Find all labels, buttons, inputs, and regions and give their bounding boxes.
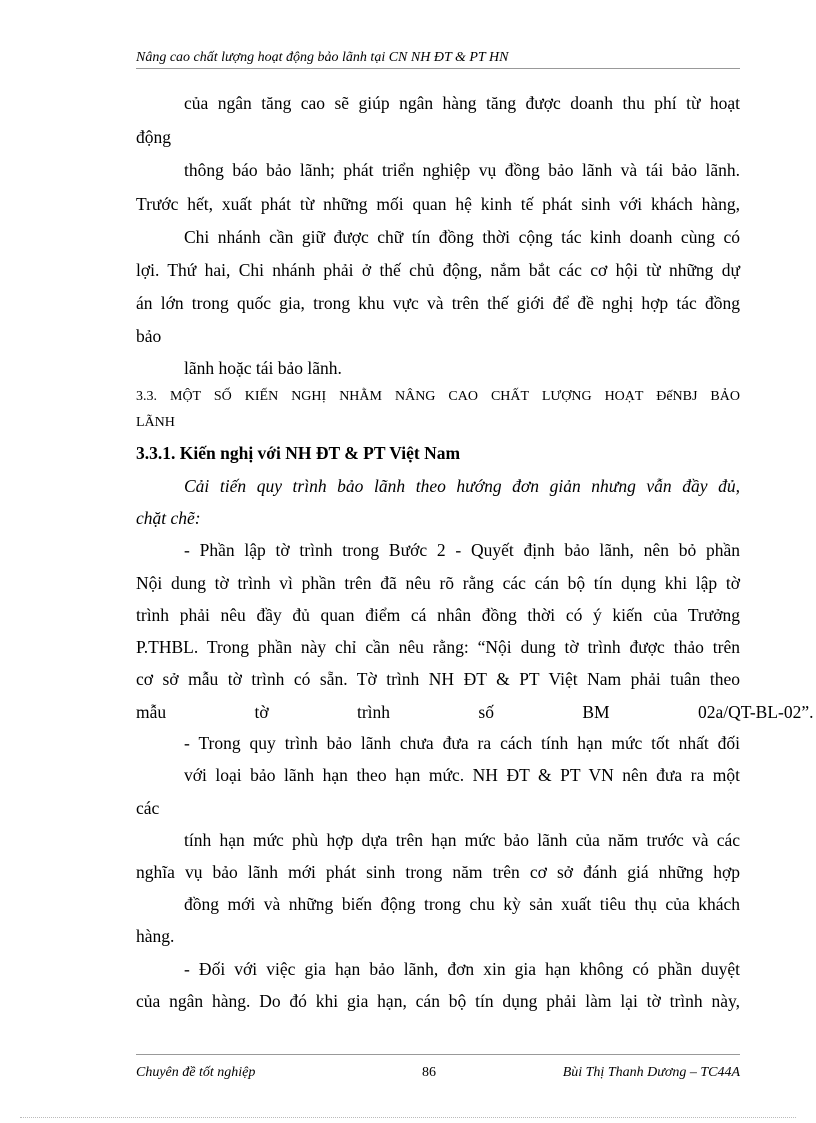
page-footer <box>136 1054 740 1081</box>
italic-lead: Cải tiến quy trình bảo lãnh theo hướng đơn giản nhưng vẫn đầy đủ, <box>184 476 740 496</box>
text-line: bảo <box>136 326 162 346</box>
bottom-divider <box>20 1117 796 1118</box>
italic-lead-cont: chặt chẽ: <box>136 508 201 528</box>
text-line: với loại bảo lãnh hạn theo hạn mức. NH ĐT & PT VN nên đưa ra một <box>184 765 740 785</box>
footer-author: Bùi Thị Thanh Dương – TC44A <box>562 1065 740 1080</box>
text-line: Chi nhánh cần giữ được chữ tín đồng thời cộng tác kinh doanh cùng có <box>184 227 740 247</box>
text-line: lãnh hoặc tái bảo lãnh. <box>184 358 342 378</box>
subsection-heading: 3.3.1. Kiến nghị với NH ĐT & PT Việt Nam <box>136 443 461 463</box>
text-line: lợi. Thứ hai, Chi nhánh phải ở thế chủ động, nắm bắt các cơ hội từ những dự <box>136 260 740 280</box>
text-line: P.THBL. Trong phần này chỉ cần nêu rằng: “Nội dung tờ trình được thảo trên <box>136 637 740 657</box>
text-line: tính hạn mức phù hợp dựa trên hạn mức bảo lãnh của năm trước và các <box>184 830 740 850</box>
text-line: - Phần lập tờ trình trong Bước 2 - Quyết định bảo lãnh, nên bỏ phần <box>184 540 740 560</box>
text-line: mẫu tờ trình số BM 02a/QT-BL-02”. <box>136 702 814 722</box>
page-number: 86 <box>422 1065 436 1080</box>
text-line: - Đối với việc gia hạn bảo lãnh, đơn xin gia hạn không có phần duyệt <box>184 959 740 979</box>
text-line: cơ sở mẫu tờ trình có sẵn. Tờ trình NH ĐT & PT Việt Nam phải tuân theo <box>136 669 740 689</box>
text-line: - Trong quy trình bảo lãnh chưa đưa ra cách tính hạn mức tốt nhất đối <box>184 733 740 753</box>
text-line: động <box>136 127 171 147</box>
text-line: của ngân hàng. Do đó khi gia hạn, cán bộ tín dụng phải làm lại tờ trình này, <box>136 991 740 1011</box>
section-heading-cont: LÃNH <box>136 415 175 430</box>
text-line: Trước hết, xuất phát từ những mối quan hệ kinh tế phát sinh với khách hàng, <box>136 194 740 214</box>
running-header: Nâng cao chất lượng hoạt động bảo lãnh tại CN NH ĐT & PT HN <box>136 50 740 69</box>
text-line: hàng. <box>136 926 175 946</box>
text-line: của ngân tăng cao sẽ giúp ngân hàng tăng được doanh thu phí từ hoạt <box>184 93 740 113</box>
text-line: nghĩa vụ bảo lãnh mới phát sinh trong năm trên cơ sở đánh giá những hợp <box>136 862 740 882</box>
text-line: đồng mới và những biến động trong chu kỳ sản xuất tiêu thụ của khách <box>184 894 740 914</box>
text-line: Nội dung tờ trình vì phần trên đã nêu rõ rằng các cán bộ tín dụng khi lập tờ <box>136 573 740 593</box>
section-heading: 3.3. MỘT SỐ KIẾN NGHỊ NHẰM NÂNG CAO CHẤT LƯỢNG HOẠT ĐếNBJ BẢO <box>136 389 740 404</box>
text-line: trình phải nêu đầy đủ quan điểm cá nhân đồng thời có ý kiến của Trưởng <box>136 605 740 625</box>
text-line: thông báo bảo lãnh; phát triển nghiệp vụ đồng bảo lãnh và tái bảo lãnh. <box>184 160 740 180</box>
text-line: án lớn trong quốc gia, trong khu vực và trên thế giới để đề nghị hợp tác đồng <box>136 293 740 313</box>
footer-left: Chuyên đề tốt nghiệp <box>136 1065 256 1080</box>
text-line: các <box>136 798 160 818</box>
